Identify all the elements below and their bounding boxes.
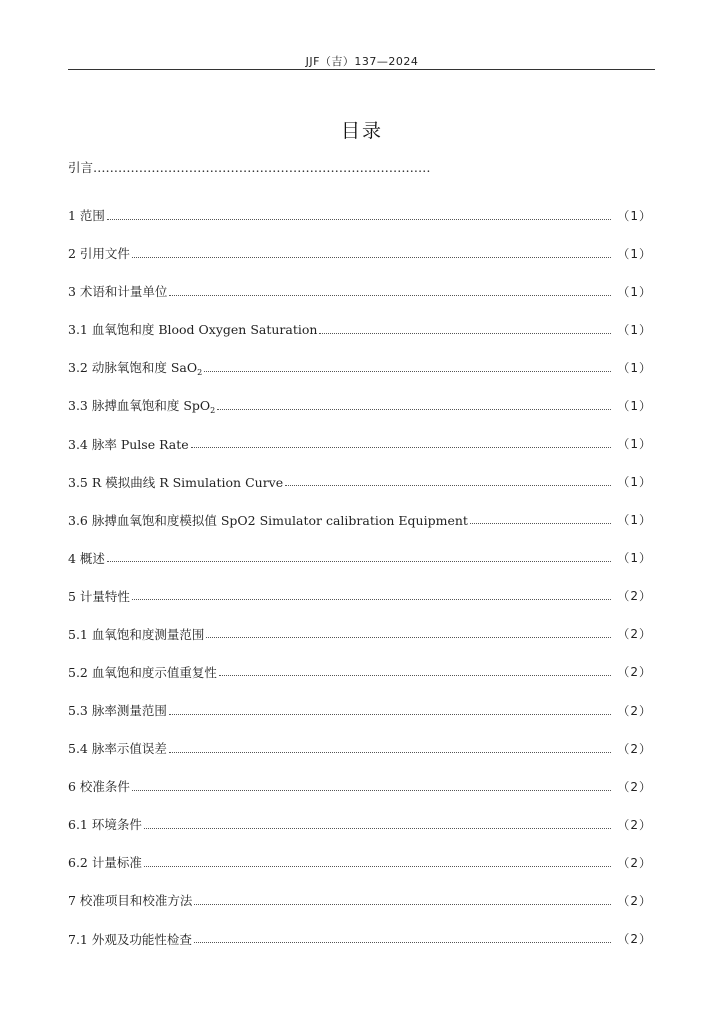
toc-entry xyxy=(68,919,652,957)
toc-entry-label: 5.3 脉率测量范围 xyxy=(68,703,167,719)
toc-entry-label: 2 引用文件 xyxy=(68,246,130,262)
toc-entry xyxy=(68,272,652,310)
toc-leader-dots xyxy=(169,714,612,715)
page-title: 目录 xyxy=(340,120,383,142)
toc-entry xyxy=(68,310,652,348)
toc-entry xyxy=(68,539,652,577)
toc-entry-page: （2） xyxy=(617,627,652,642)
toc-entry-page: （2） xyxy=(617,932,652,947)
toc-leader-dots xyxy=(319,333,611,334)
toc-entry xyxy=(68,691,652,729)
toc-entry xyxy=(68,424,652,462)
toc-entry-label: 3.4 脉率 Pulse Rate xyxy=(68,436,189,452)
toc-entry-page: （1） xyxy=(617,246,652,261)
toc-entry-page: （2） xyxy=(617,665,652,680)
toc-entry-label: 6.1 环境条件 xyxy=(68,817,142,833)
toc-entry-label: 3.3 脉搏血氧饱和度 SpO$_2$ xyxy=(68,397,216,415)
toc-entry-label: 7.1 外观及功能性检查 xyxy=(68,931,192,947)
toc-leader-dots xyxy=(470,523,611,524)
toc-leader-dots xyxy=(191,447,612,448)
header-divider xyxy=(68,69,655,70)
toc-entry-label: 5.4 脉率示值误差 xyxy=(68,741,167,757)
toc-entry-label: 5 计量特性 xyxy=(68,588,130,604)
toc-leader-dots xyxy=(107,561,611,562)
toc-entry xyxy=(68,615,652,653)
toc-leader-dots xyxy=(217,409,611,410)
toc-entry xyxy=(68,729,652,767)
toc-entry-label: 3 术语和计量单位 xyxy=(68,284,168,300)
toc-entry-page: （1） xyxy=(617,284,652,299)
toc-leader-dots xyxy=(204,371,611,372)
toc-leader-dots xyxy=(132,599,611,600)
toc-entry-page: （2） xyxy=(617,703,652,718)
toc-entry xyxy=(68,386,652,424)
toc-entry-label: 5.1 血氧饱和度测量范围 xyxy=(68,626,205,642)
toc-leader-dots xyxy=(194,904,611,905)
toc-entry-label: 3.5 R 模拟曲线 R Simulation Curve xyxy=(68,474,284,490)
toc-entry-label: 5.2 血氧饱和度示值重复性 xyxy=(68,664,217,680)
toc-entry-page: （1） xyxy=(617,475,652,490)
toc-entry-page: （1） xyxy=(617,322,652,337)
toc-entry xyxy=(68,653,652,691)
toc-leader-dots xyxy=(169,752,612,753)
toc-intro: 引言……………………………………………………………………… xyxy=(68,160,431,175)
toc-leader-dots xyxy=(169,295,611,296)
toc-leader-dots xyxy=(132,257,611,258)
toc-leader-dots xyxy=(144,828,612,829)
toc-entry-label: 6 校准条件 xyxy=(68,779,130,795)
toc-entry xyxy=(68,463,652,501)
toc-entry-page: （2） xyxy=(617,779,652,794)
toc-entry xyxy=(68,881,652,919)
toc-entry-page: （2） xyxy=(617,817,652,832)
toc-entry xyxy=(68,348,652,386)
toc-entry-label: 1 范围 xyxy=(68,208,105,224)
toc-entry-label: 4 概述 xyxy=(68,550,105,566)
toc-entry-label: 3.6 脉搏血氧饱和度模拟值 SpO2 Simulator calibration Equipment xyxy=(68,512,468,528)
toc-entry-subscript: 2 xyxy=(197,367,203,377)
toc-entry xyxy=(68,196,652,234)
toc-entry-label: 3.2 动脉氧饱和度 SaO$_2$ xyxy=(68,359,203,377)
toc-entry-page: （1） xyxy=(617,513,652,528)
toc-entry-page: （1） xyxy=(617,208,652,223)
toc-entry xyxy=(68,843,652,881)
toc-entry-page: （1） xyxy=(617,398,652,413)
toc-entry-page: （2） xyxy=(617,855,652,870)
toc-entry xyxy=(68,234,652,272)
toc-entry xyxy=(68,767,652,805)
toc-leader-dots xyxy=(219,675,612,676)
toc-entry-page: （2） xyxy=(617,893,652,908)
toc-entry-page: （2） xyxy=(617,589,652,604)
toc-leader-dots xyxy=(194,942,612,943)
toc-entry-page: （1） xyxy=(617,360,652,375)
toc-entry xyxy=(68,805,652,843)
toc-entry-page: （1） xyxy=(617,437,652,451)
toc-entry xyxy=(68,577,652,615)
toc-leader-dots xyxy=(206,637,611,638)
toc-entry-subscript: 2 xyxy=(210,405,216,415)
toc-leader-dots xyxy=(285,485,611,486)
table-of-contents xyxy=(68,196,652,958)
toc-entry-page: （1） xyxy=(617,551,652,566)
document-code: JJF（吉）137—2024 xyxy=(305,55,419,68)
toc-leader-dots xyxy=(144,866,612,867)
toc-leader-dots xyxy=(107,219,611,220)
toc-entry-label: 6.2 计量标准 xyxy=(68,855,142,871)
toc-leader-dots xyxy=(132,790,611,791)
toc-entry xyxy=(68,501,652,539)
toc-entry-label: 7 校准项目和校准方法 xyxy=(68,893,193,909)
toc-entry-label: 3.1 血氧饱和度 Blood Oxygen Saturation xyxy=(68,322,318,338)
toc-entry-page: （2） xyxy=(617,741,652,756)
